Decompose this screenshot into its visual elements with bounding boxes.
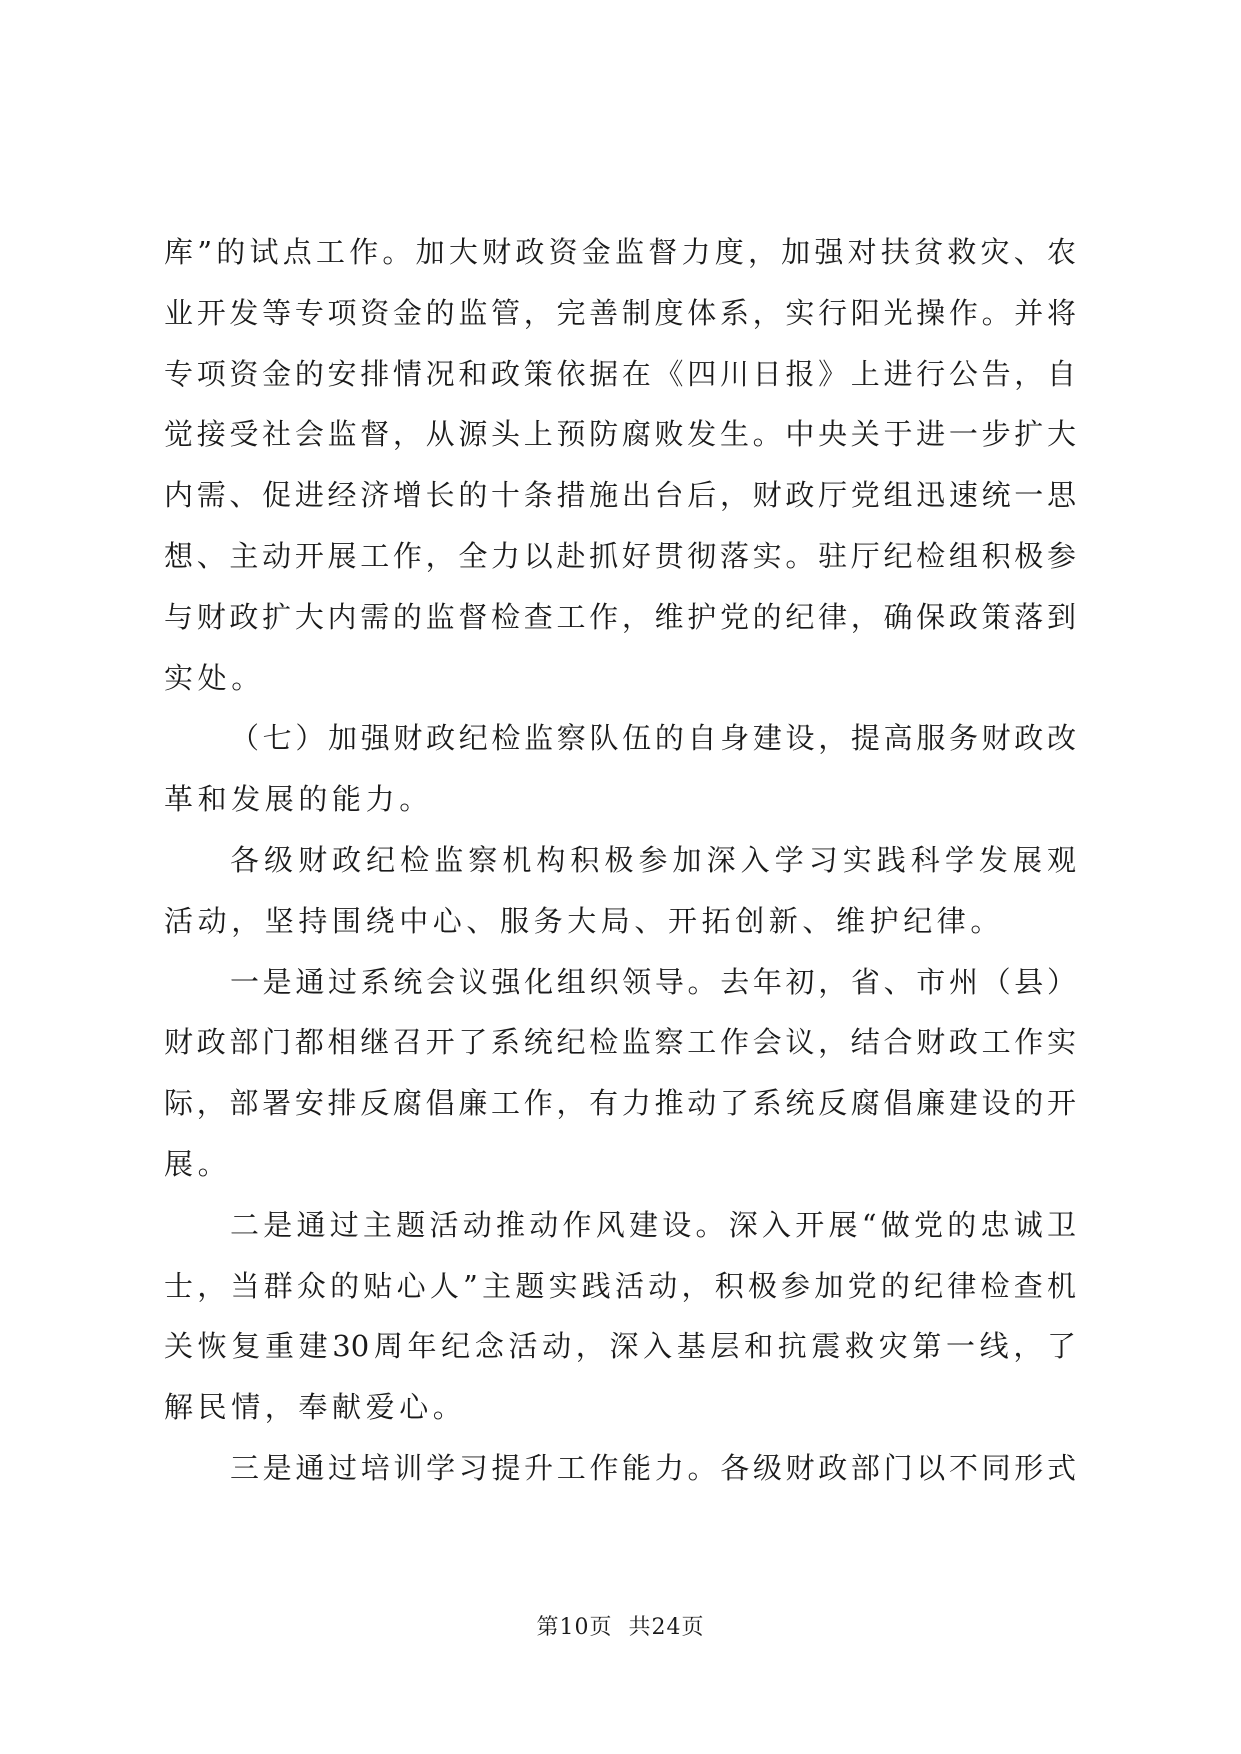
text-line: 想、主动开展工作，全力以赴抓好贯彻落实。驻厅纪检组积极参 <box>164 538 1076 573</box>
text-line: 展。 <box>164 1146 232 1181</box>
text-line: 实处。 <box>164 660 265 695</box>
text-line: 关恢复重建30周年纪念活动，深入基层和抗震救灾第一线，了 <box>164 1329 1076 1364</box>
text-line: 际，部署安排反腐倡廉工作，有力推动了系统反腐倡廉建设的开 <box>164 1086 1076 1121</box>
text-line: 内需、促进经济增长的十条措施出台后，财政厅党组迅速统一思 <box>164 478 1076 513</box>
text-line: 专项资金的安排情况和政策依据在《四川日报》上进行公告，自 <box>164 356 1076 391</box>
page-number: 第10页 <box>536 1615 613 1640</box>
text-line: 二是通过主题活动推动作风建设。深入开展“做党的忠诚卫 <box>230 1207 1076 1242</box>
text-line: 解民情，奉献爱心。 <box>164 1390 467 1425</box>
text-line: 财政部门都相继召开了系统纪检监察工作会议，结合财政工作实 <box>164 1025 1076 1060</box>
text-line: 活动，坚持围绕中心、服务大局、开拓创新、维护纪律。 <box>164 903 1005 938</box>
text-line: 各级财政纪检监察机构积极参加深入学习实践科学发展观 <box>230 842 1076 877</box>
text-line: 三是通过培训学习提升工作能力。各级财政部门以不同形式 <box>230 1450 1076 1485</box>
text-line: 与财政扩大内需的监督检查工作，维护党的纪律，确保政策落到 <box>164 599 1076 634</box>
text-line: 觉接受社会监督，从源头上预防腐败发生。中央关于进一步扩大 <box>164 417 1076 452</box>
page-footer <box>0 1610 1241 1641</box>
section-heading-line: （七）加强财政纪检监察队伍的自身建设，提高服务财政改 <box>230 721 1076 756</box>
text-line: 业开发等专项资金的监管，完善制度体系，实行阳光操作。并将 <box>164 295 1076 330</box>
text-line: 库”的试点工作。加大财政资金监督力度，加强对扶贫救灾、农 <box>164 235 1076 269</box>
text-line: 一是通过系统会议强化组织领导。去年初，省、市州（县） <box>230 964 1076 999</box>
section-heading-line: 革和发展的能力。 <box>164 782 433 817</box>
document-body <box>164 222 1076 1499</box>
text-line: 士，当群众的贴心人”主题实践活动，积极参加党的纪律检查机 <box>164 1268 1076 1303</box>
page-total: 共24页 <box>628 1615 705 1640</box>
